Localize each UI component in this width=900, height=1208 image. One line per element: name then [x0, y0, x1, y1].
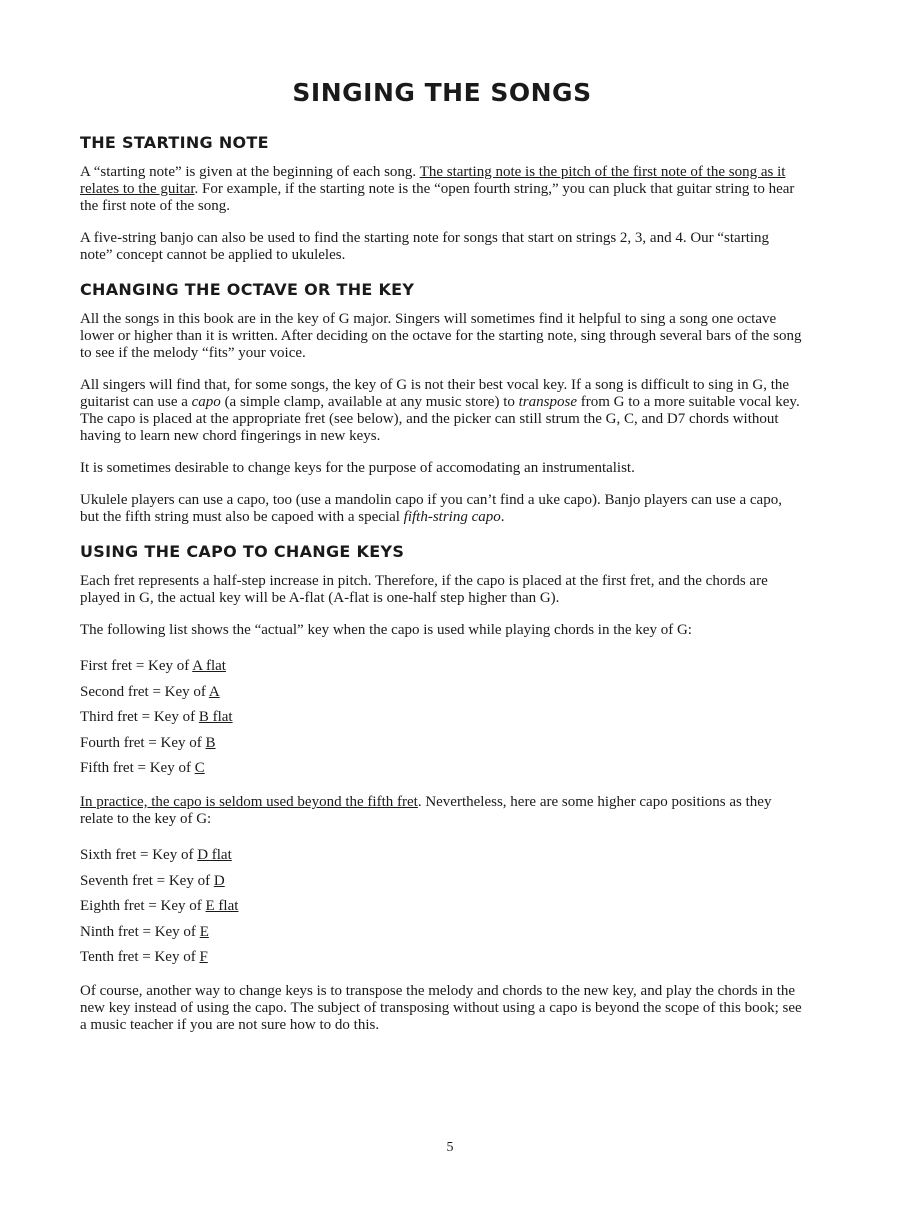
text-run: Ukulele players can use a capo, too (use a mandolin capo if you can’t find a uke capo). Banjo players can use a capo, but the fifth string must also be capoed with a special [80, 492, 782, 525]
paragraph: All the songs in this book are in the key of G major. Singers will sometimes find it helpful to sing a song one octave lower or higher than it is written. After deciding on the octave for the starting note, sing through several bars of the song to see if the melody “fits” your voice. [80, 311, 802, 361]
capo-key-list-2 [80, 843, 804, 971]
italic-text: capo [191, 394, 221, 410]
fret-label: Eighth fret = Key of [80, 898, 206, 915]
list-item [80, 680, 804, 706]
key-name: B flat [198, 709, 233, 726]
paragraph [80, 492, 804, 526]
section-heading-starting-note: THE STARTING NOTE [80, 133, 269, 152]
list-item [80, 920, 804, 946]
text-run: (a simple clamp, available at any music store) to [220, 394, 519, 410]
fret-label: Second fret = Key of [80, 683, 209, 700]
fret-label: Tenth fret = Key of [80, 949, 200, 966]
key-name: A [208, 683, 220, 700]
paragraph [80, 377, 804, 445]
key-name: E [199, 923, 209, 940]
text-run: All singers will find that, for some songs, the key of G is not their best vocal key. If a song is difficult to sing in G, the guitarist can use a [80, 377, 790, 410]
capo-key-list-1 [80, 654, 804, 782]
section-heading-octave-key: CHANGING THE OCTAVE OR THE KEY [80, 280, 415, 299]
fret-label: First fret = Key of [80, 658, 193, 674]
italic-text: transpose [518, 394, 577, 410]
key-name: C [194, 760, 205, 777]
key-name: F [199, 949, 208, 966]
list-item [80, 731, 804, 757]
fret-label: Third fret = Key of [80, 709, 199, 726]
underlined-text: In practice, the capo is seldom used beyond the fifth fret [80, 793, 418, 810]
fret-label: Fourth fret = Key of [80, 734, 206, 751]
fret-label: Sixth fret = Key of [80, 846, 198, 863]
key-name: E flat [205, 898, 239, 915]
list-item [80, 869, 804, 895]
list-item [80, 756, 804, 782]
page-number: 5 [446, 1140, 454, 1155]
section-heading-capo: USING THE CAPO TO CHANGE KEYS [80, 542, 405, 561]
text-run: . For example, if the starting note is the “open fourth string,” you can pluck that guitar string to hear the first note of the song. [80, 181, 795, 214]
fret-label: Seventh fret = Key of [80, 872, 214, 889]
list-item [80, 894, 804, 920]
key-name: D flat [197, 846, 232, 863]
key-name: D [213, 872, 225, 889]
paragraph: Of course, another way to change keys is to transpose the melody and chords to the new key, and play the chords in the new key instead of using the capo. The subject of transposing without using a capo is beyond the scope of this book; see a music teacher if you are not sure how to do this. [80, 982, 802, 1033]
paragraph: The following list shows the “actual” key when the capo is used while playing chords in the key of G: [80, 622, 692, 638]
text-run: A “starting note” is given at the beginning of each song. [80, 164, 420, 180]
underlined-text: The starting note is the pitch of the first note of the song as it relates to the guitar [80, 164, 786, 197]
text-run: . Nevertheless, here are some higher capo positions as they relate to the key of G: [80, 793, 772, 827]
paragraph [80, 164, 804, 215]
page-title: SINGING THE SONGS [292, 78, 592, 107]
text-run: . [500, 509, 505, 525]
list-item [80, 705, 804, 731]
italic-text: fifth-string capo [403, 509, 501, 525]
list-item [80, 945, 804, 971]
fret-label: Fifth fret = Key of [80, 760, 195, 777]
paragraph: It is sometimes desirable to change keys for the purpose of accomodating an instrumentalist. [80, 460, 635, 476]
text-run: from G to a more suitable vocal key. The capo is placed at the appropriate fret (see below), and the picker can still strum the G, C, and D7 chords without having to learn new chord fingerings in new keys. [80, 394, 800, 444]
list-item [80, 843, 804, 869]
fret-label: Ninth fret = Key of [80, 923, 200, 940]
list-item [80, 654, 804, 680]
key-name: B [205, 734, 216, 751]
paragraph [80, 794, 804, 828]
key-name: A flat [192, 658, 226, 674]
paragraph: Each fret represents a half-step increase in pitch. Therefore, if the capo is placed at the first fret, and the chords are played in G, the actual key will be A-flat (A-flat is one-half step higher than G). [80, 573, 768, 606]
paragraph: A five-string banjo can also be used to find the starting note for songs that start on strings 2, 3, and 4. Our “starting note” concept cannot be applied to ukuleles. [80, 230, 770, 263]
